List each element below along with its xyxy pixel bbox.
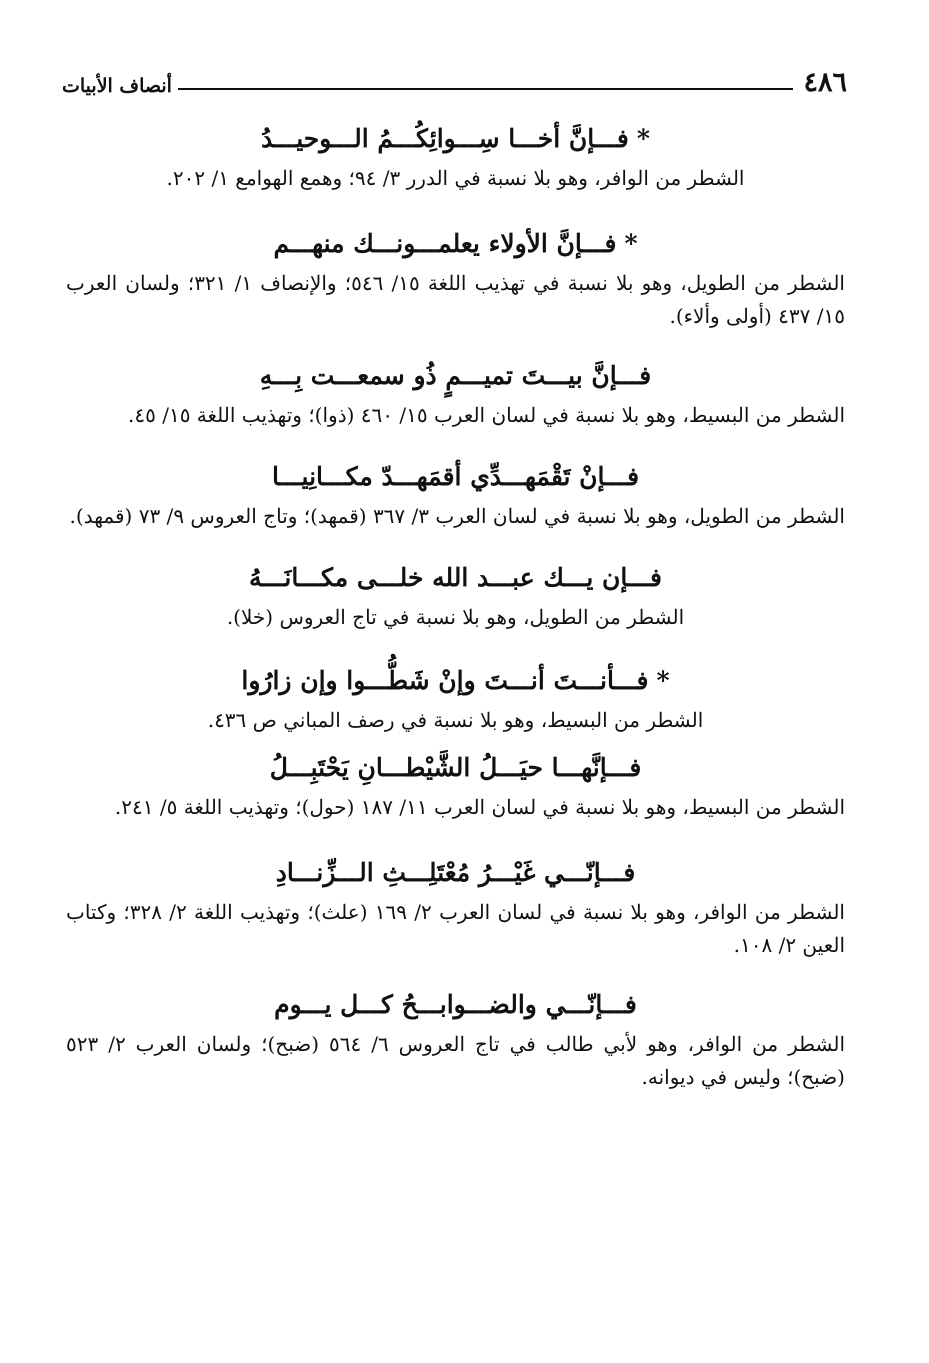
star-marker-icon: * [624,229,638,258]
verse-text: فـــإنْ تَقْمَهـــدِّي أقمَهـــدّ مكـــانِيـــا [271,462,640,491]
verse-text: فـــإنَّ الأولاء يعلمـــونـــك منهـــم [273,229,617,258]
verse-source-note: الشطر من الوافر، وهو لأبي طالب في تاج العروس ٦/ ٥٦٤ (ضبح)؛ ولسان العرب ٢/ ٥٢٣ (ضبح)؛ وليس في ديوانه. [66,1032,845,1089]
verse-text: فـــإنَّ بيـــتَ تميـــمٍ ذُو سمعـــت بِـــهِ [259,361,652,390]
entries-list [66,120,845,1094]
verse-entry [66,458,845,533]
header-rule [178,88,794,90]
verse-hemistich [66,559,845,597]
verse-text: فـــإنَّ أخـــا سِـــوائِكُـــمُ الـــوحيـــدُ [261,124,629,153]
verse-entry [66,357,845,432]
verse-hemistich [66,458,845,496]
star-marker-icon: * [636,124,650,153]
verse-hemistich [66,225,845,263]
verse-hemistich [66,854,845,892]
verse-entry [66,749,845,824]
verse-entry [66,120,845,195]
verse-entry [66,986,845,1094]
verse-source-note: الشطر من الطويل، وهو بلا نسبة في تاج العروس (خلا). [226,605,685,629]
verse-text: فـــإنّـــي غَيْـــرُ مُعْتَلِـــثِ الـــزِّنـــادِ [275,858,636,887]
running-title: أنصاف الأبيات [62,75,172,97]
verse-source-note: الشطر من البسيط، وهو بلا نسبة في لسان العرب ١١/ ١٨٧ (حول)؛ وتهذيب اللغة ٥/ ٢٤١. [114,795,845,819]
verse-entry [66,662,845,737]
verse-entry [66,854,845,962]
verse-source-note: الشطر من الوافر، وهو بلا نسبة في لسان العرب ٢/ ١٦٩ (علث)؛ وتهذيب اللغة ٢/ ٣٢٨؛ وكتاب العين ٢/ ١٠٨. [66,900,845,957]
star-marker-icon: * [656,666,670,695]
verse-source-note: الشطر من الطويل، وهو بلا نسبة في لسان العرب ٣/ ٣٦٧ (قمهد)؛ وتاج العروس ٩/ ٧٣ (قمهد). [69,504,845,528]
verse-text: فـــأنـــتَ أنـــتَ وإنْ شَطُّـــوا وإن زارُوا [241,666,649,695]
verse-hemistich [66,357,845,395]
verse-hemistich [66,120,845,158]
verse-source-note: الشطر من الطويل، وهو بلا نسبة في تهذيب اللغة ١٥/ ٥٤٦؛ والإنصاف ١/ ٣٢١؛ ولسان العرب ١٥/ ٤٣٧ (أولى وألاء). [66,271,845,328]
verse-source-note: الشطر من الوافر، وهو بلا نسبة في الدرر ٣/ ٩٤؛ وهمع الهوامع ١/ ٢٠٢. [166,166,745,190]
verse-text: فـــإن يـــك عبـــد الله خلـــى مكـــانَـــهُ [249,563,662,592]
verse-text: فـــإنَّهـــا حيَـــلُ الشَّيْطـــانِ يَحْتَبِـــلُ [269,753,642,782]
verse-source-note: الشطر من البسيط، وهو بلا نسبة في لسان العرب ١٥/ ٤٦٠ (ذوا)؛ وتهذيب اللغة ١٥/ ٤٥. [128,403,845,427]
verse-text: فـــإنّـــي والضـــوابـــحُ كـــل يـــوم [274,990,637,1019]
verse-source-note: الشطر من البسيط، وهو بلا نسبة في رصف المباني ص ٤٣٦. [207,708,704,732]
verse-entry [66,559,845,634]
verse-hemistich [66,749,845,787]
page-header [62,62,847,96]
verse-entry [66,225,845,333]
page-number: ٤٨٦ [803,67,847,98]
verse-hemistich [66,662,845,700]
verse-hemistich [66,986,845,1024]
